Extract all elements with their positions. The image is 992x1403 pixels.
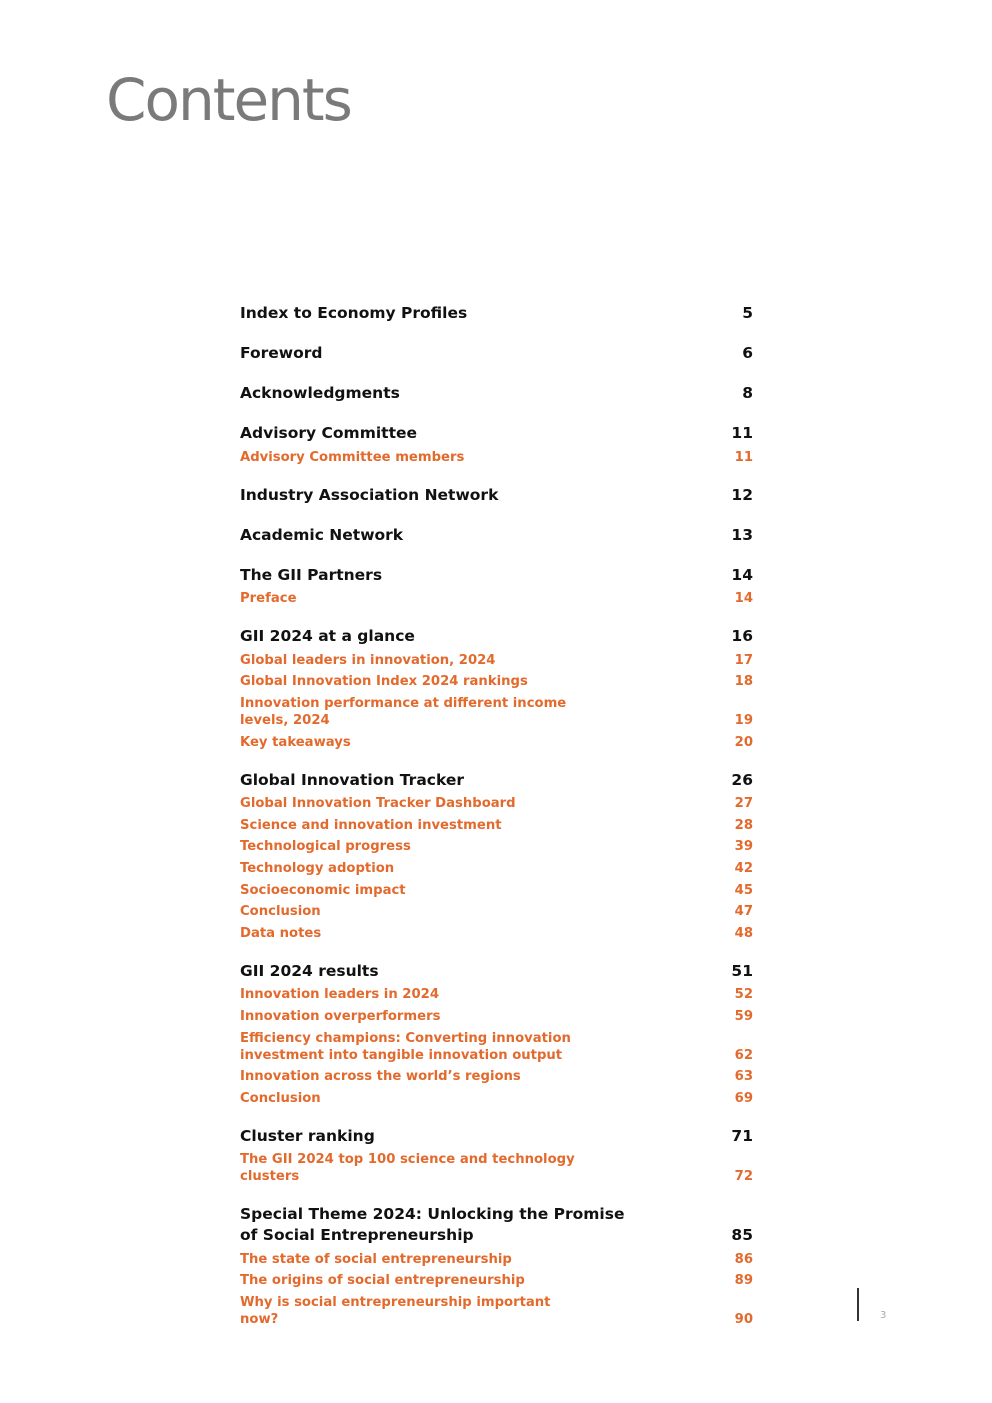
toc-heading-entry[interactable] [240, 485, 753, 506]
toc-section [240, 525, 753, 546]
toc-heading-entry[interactable] [240, 1126, 753, 1147]
toc-subentry-page-number: 28 [734, 817, 753, 833]
toc-subentry-label: Technology adoption [240, 860, 395, 876]
toc-subentry-label: Efficiency champions: Converting innovation investment into tangible innovation output [240, 1030, 571, 1063]
toc-subentry-page-number: 45 [734, 882, 753, 898]
toc-subentry[interactable] [240, 673, 753, 690]
toc-heading-entry[interactable] [240, 343, 753, 364]
toc-subentry-page-number: 89 [734, 1273, 753, 1289]
toc-subentry[interactable] [240, 1151, 753, 1185]
toc-subentry-page-number: 19 [734, 712, 753, 728]
toc-subentry-label: Innovation overperformers [240, 1008, 441, 1024]
toc-heading-page-number: 85 [731, 1226, 753, 1245]
toc-subentry-label: Technological progress [240, 839, 411, 855]
toc-subentry-page-number: 72 [734, 1169, 753, 1185]
toc-subentry-page-number: 47 [734, 904, 753, 920]
toc-subentry-label: Data notes [240, 925, 322, 941]
toc-heading-entry[interactable] [240, 961, 753, 982]
toc-subentry-page-number: 86 [734, 1251, 753, 1267]
toc-heading-entry[interactable] [240, 1204, 753, 1246]
toc-heading-label: Foreword [240, 344, 323, 362]
toc-subentry[interactable] [240, 838, 753, 855]
toc-subentry-label: Innovation performance at different income levels, 2024 [240, 695, 567, 728]
toc-subentry[interactable] [240, 1294, 753, 1328]
toc-heading-entry[interactable] [240, 770, 753, 791]
toc-heading-label: Index to Economy Profiles [240, 304, 468, 322]
page-title: Contents [106, 66, 351, 134]
toc-subentry-label: Advisory Committee members [240, 449, 465, 465]
toc-subentry-page-number: 59 [734, 1008, 753, 1024]
toc-section [240, 770, 753, 942]
toc-section [240, 485, 753, 506]
toc-subentry-page-number: 20 [734, 734, 753, 750]
toc-subentry-page-number: 52 [734, 987, 753, 1003]
page-marker-rule [857, 1288, 859, 1321]
toc-subentry-page-number: 90 [734, 1312, 753, 1328]
toc-section [240, 1204, 753, 1328]
toc-subentry-label: Global Innovation Tracker Dashboard [240, 796, 516, 812]
toc-heading-label: Advisory Committee [240, 424, 418, 442]
toc-heading-page-number: 11 [731, 424, 753, 442]
toc-subentry-page-number: 39 [734, 839, 753, 855]
toc-subentry-label: Socioeconomic impact [240, 882, 406, 898]
toc-subentry[interactable] [240, 860, 753, 877]
toc-heading-label: GII 2024 at a glance [240, 627, 415, 646]
toc-heading-page-number: 51 [731, 961, 753, 980]
toc-heading-page-number: 5 [742, 304, 753, 322]
toc-subentry-label: Key takeaways [240, 734, 351, 750]
toc-section [240, 565, 753, 608]
toc-heading-page-number: 6 [742, 344, 753, 362]
toc-subentry-label: Preface [240, 591, 297, 607]
toc-subentry-label: Conclusion [240, 904, 321, 920]
toc-heading-page-number: 13 [731, 525, 753, 544]
toc-section [240, 343, 753, 364]
table-of-contents [240, 303, 753, 1347]
toc-subentry-label: Why is social entrepreneurship important now? [240, 1295, 551, 1328]
toc-subentry[interactable] [240, 1251, 753, 1268]
toc-heading-label: GII 2024 results [240, 961, 379, 980]
toc-section [240, 423, 753, 466]
toc-heading-page-number: 16 [731, 627, 753, 646]
toc-subentry-page-number: 42 [734, 860, 753, 876]
toc-subentry[interactable] [240, 652, 753, 669]
toc-subentry[interactable] [240, 590, 753, 607]
toc-heading-page-number: 14 [731, 565, 753, 584]
toc-subentry-label: Science and innovation investment [240, 817, 502, 833]
toc-heading-page-number: 12 [731, 485, 753, 504]
toc-subentry-label: The state of social entrepreneurship [240, 1251, 512, 1267]
toc-subentry-page-number: 27 [734, 796, 753, 812]
toc-subentry[interactable] [240, 695, 753, 729]
toc-subentry-label: Innovation across the world’s regions [240, 1069, 521, 1085]
toc-subentry-page-number: 48 [734, 925, 753, 941]
toc-heading-entry[interactable] [240, 303, 753, 324]
toc-section [240, 1126, 753, 1186]
toc-subentry-label: Global Innovation Index 2024 rankings [240, 674, 528, 690]
toc-subentry-page-number: 11 [734, 449, 753, 465]
toc-section [240, 303, 753, 324]
toc-heading-entry[interactable] [240, 525, 753, 546]
toc-subentry-page-number: 18 [734, 674, 753, 690]
toc-subentry[interactable] [240, 734, 753, 751]
toc-subentry[interactable] [240, 1272, 753, 1289]
toc-heading-entry[interactable] [240, 626, 753, 647]
toc-subentry[interactable] [240, 903, 753, 920]
toc-subentry[interactable] [240, 449, 753, 466]
toc-subentry-page-number: 14 [734, 591, 753, 607]
toc-subentry-label: The origins of social entrepreneurship [240, 1273, 525, 1289]
toc-subentry-page-number: 17 [734, 652, 753, 668]
toc-subentry-label: Conclusion [240, 1090, 321, 1106]
toc-subentry-page-number: 69 [734, 1090, 753, 1106]
toc-subentry-label: Global leaders in innovation, 2024 [240, 652, 496, 668]
toc-subentry[interactable] [240, 925, 753, 942]
toc-section [240, 383, 753, 404]
toc-heading-label: The GII Partners [240, 565, 383, 584]
toc-heading-entry[interactable] [240, 423, 753, 444]
toc-heading-entry[interactable] [240, 565, 753, 586]
toc-heading-label: Global Innovation Tracker [240, 770, 465, 789]
toc-heading-label: Academic Network [240, 525, 404, 544]
toc-subentry[interactable] [240, 817, 753, 834]
toc-subentry-page-number: 63 [734, 1069, 753, 1085]
toc-subentry-page-number: 62 [734, 1047, 753, 1063]
toc-subentry[interactable] [240, 1030, 753, 1064]
page-number: 3 [880, 1310, 887, 1321]
toc-subentry[interactable] [240, 986, 753, 1003]
toc-section [240, 961, 753, 1107]
toc-subentry[interactable] [240, 795, 753, 812]
toc-heading-page-number: 8 [742, 384, 753, 402]
toc-heading-page-number: 26 [731, 770, 753, 789]
toc-heading-label: Cluster ranking [240, 1126, 375, 1145]
toc-heading-label: Acknowledgments [240, 384, 400, 402]
toc-heading-entry[interactable] [240, 383, 753, 404]
toc-subentry[interactable] [240, 1008, 753, 1025]
toc-subentry[interactable] [240, 1090, 753, 1107]
toc-subentry-label: Innovation leaders in 2024 [240, 987, 439, 1003]
toc-heading-label: Special Theme 2024: Unlocking the Promise of Social Entrepreneurship [240, 1205, 625, 1245]
toc-subentry[interactable] [240, 1068, 753, 1085]
toc-subentry[interactable] [240, 882, 753, 899]
toc-heading-page-number: 71 [731, 1126, 753, 1145]
toc-subentry-label: The GII 2024 top 100 science and technology clusters [240, 1152, 575, 1185]
toc-section [240, 626, 753, 750]
toc-heading-label: Industry Association Network [240, 485, 499, 504]
